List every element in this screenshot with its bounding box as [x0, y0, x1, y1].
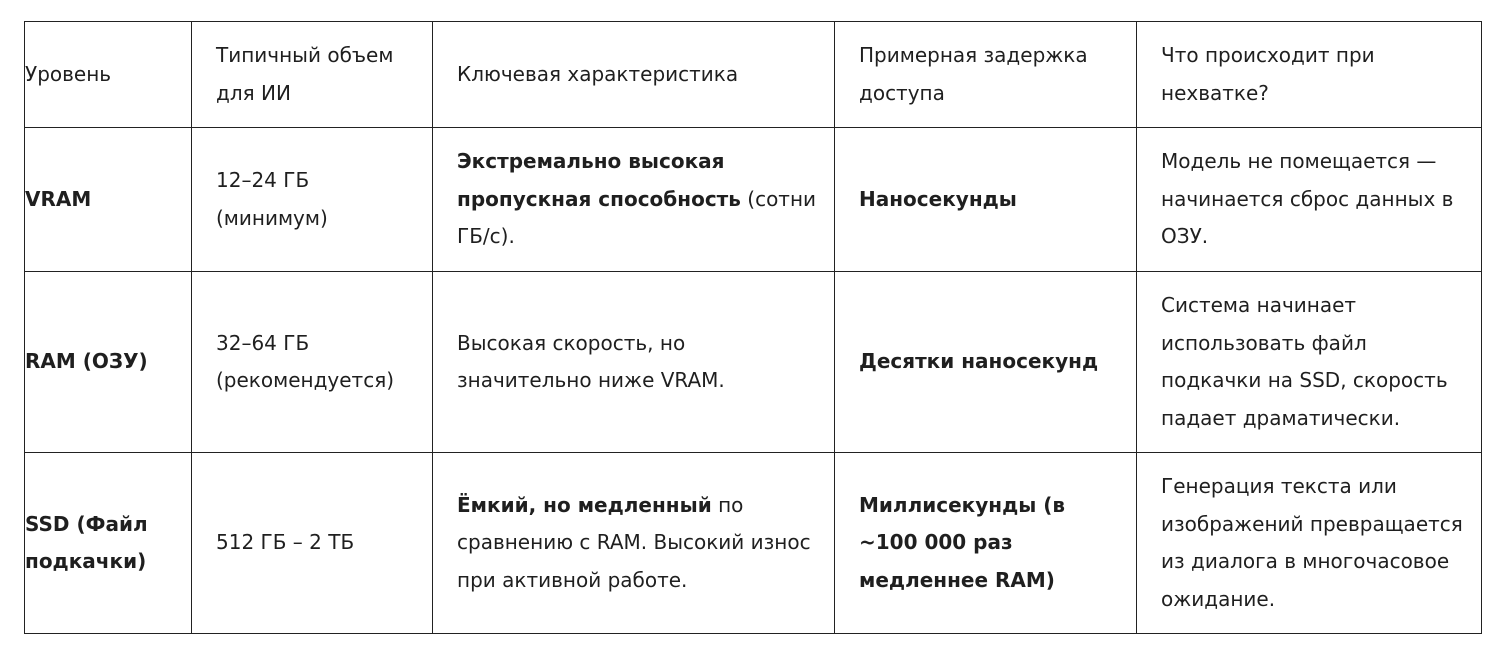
header-level: Уровень: [25, 22, 192, 128]
row-characteristic-cell: [433, 128, 835, 272]
row-level-cell: RAM (ОЗУ): [25, 272, 192, 453]
row-characteristic-cell: [433, 453, 835, 634]
row-capacity-cell: 32–64 ГБ (рекомендуется): [192, 272, 433, 453]
table-header-row: [25, 22, 1482, 128]
header-capacity: Типичный объем для ИИ: [192, 22, 433, 128]
characteristic-bold-text: Экстремально высокая пропускная способность: [457, 149, 741, 211]
row-level-cell: SSD (Файл подкачки): [25, 453, 192, 634]
header-shortage: Что происходит при нехватке?: [1137, 22, 1482, 128]
row-characteristic-cell: [433, 272, 835, 453]
row-latency-cell: Наносекунды: [835, 128, 1137, 272]
row-capacity-cell: 512 ГБ – 2 ТБ: [192, 453, 433, 634]
row-shortage-cell: Генерация текста или изображений превращается из диалога в многочасовое ожидание.: [1137, 453, 1482, 634]
characteristic-text: Высокая скорость, но значительно ниже VRAM.: [457, 330, 725, 392]
row-latency-cell: Десятки наносекунд: [835, 272, 1137, 453]
memory-hierarchy-table: [24, 21, 1482, 634]
characteristic-bold-text: Ёмкий, но медленный: [457, 492, 712, 517]
table-row: [25, 128, 1482, 272]
header-latency: Примерная задержка доступа: [835, 22, 1137, 128]
table-row: [25, 453, 1482, 634]
row-latency-cell: Миллисекунды (в ~100 000 раз медленнее RAM): [835, 453, 1137, 634]
row-capacity-cell: 12–24 ГБ (минимум): [192, 128, 433, 272]
header-characteristic: Ключевая характеристика: [433, 22, 835, 128]
characteristic-text: (сотни ГБ/с).: [457, 186, 817, 249]
row-level-cell: VRAM: [25, 128, 192, 272]
table-row: [25, 272, 1482, 453]
characteristic-text: по сравнению с RAM. Высокий износ при активной работе.: [457, 492, 811, 592]
row-shortage-cell: Модель не помещается — начинается сброс данных в ОЗУ.: [1137, 128, 1482, 272]
row-shortage-cell: Система начинает использовать файл подкачки на SSD, скорость падает драматически.: [1137, 272, 1482, 453]
